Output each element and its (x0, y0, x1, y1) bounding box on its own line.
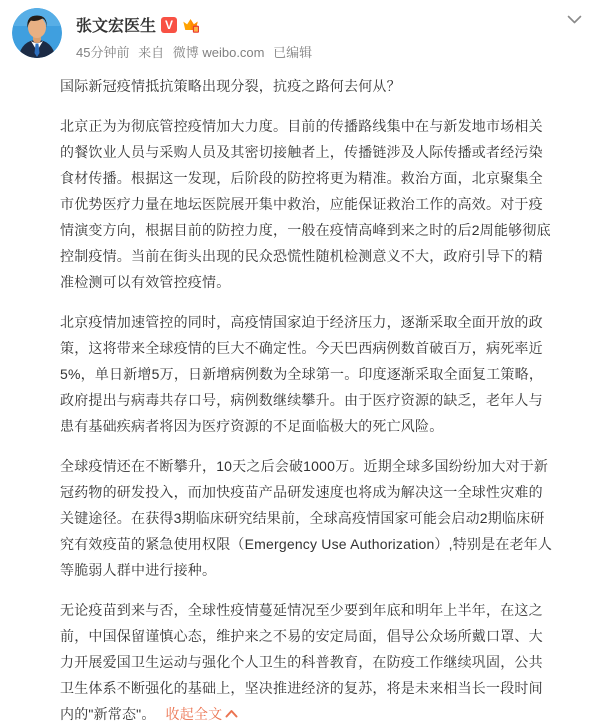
collapse-fulltext-label: 收起全文 (165, 706, 223, 722)
post-header (0, 0, 600, 61)
username[interactable]: 张文宏医生 (76, 18, 157, 35)
header-text (76, 8, 317, 61)
post-meta (76, 42, 317, 61)
post-title: 国际新冠疫情抵抗策略出现分裂，抗疫之路何去何从？ (60, 78, 401, 94)
post-paragraph: 全球疫情还在不断攀升，10天之后会破1000万。近期全球多国纷纷加大对于新冠药物的研发投入，而加快疫苗产品研发速度也将成为解决这一全球性灾难的关键途径。在获得3期临床研究结果前，全球高疫情国家可能会启动2期临床研究有效疫苗的紧急使用权限（Emergency Use Authorization）,特别是在老年人等脆弱人群中进行接种。 (60, 458, 553, 578)
verified-v-badge: V (161, 17, 177, 33)
post-content (60, 73, 556, 727)
post-paragraph: 北京疫情加速管控的同时，高疫情国家迫于经济压力，逐渐采取全面开放的政策，这将带来全球疫情的巨大不确定性。今天巴西病例数首破百万，病死率近5%，单日新增5万，日新增病例数为全球第一。印度逐渐采取全面复工策略，政府提出与病毒共存口号，病例数继续攀升。由于医疗资源的缺乏，老年人与患有基础疾病者将因为医疗资源的不足面临极大的死亡风险。 (60, 314, 544, 434)
chevron-up-icon (222, 706, 238, 722)
vip-crown-icon (182, 17, 199, 33)
collapse-post-button[interactable] (565, 10, 584, 29)
post-time[interactable]: 45分钟前 (76, 45, 130, 60)
edited-label: 已编辑 (273, 45, 313, 60)
collapse-fulltext-link[interactable] (166, 706, 239, 722)
source-link[interactable]: 微博 weibo.com (172, 45, 265, 60)
chevron-down-icon (567, 12, 582, 27)
name-row (76, 13, 317, 36)
avatar-portrait (12, 8, 62, 58)
source-prefix: 来自 (138, 45, 165, 60)
post-paragraph-text: 无论疫苗到来与否，全球性疫情蔓延情况至少要到年底和明年上半年，在这之前，中国保留谨慎心态，维护来之不易的安定局面，倡导公众场所戴口罩、大力开展爱国卫生运动与强化个人卫生的科普教育，在防疫工作继续巩固，公共卫生体系不断强化的基础上，坚决推进经济的复苏，将是未来相当长一段时间内的"新常态"。 (60, 602, 543, 722)
post-paragraph: 北京正为为彻底管控疫情加大力度。目前的传播路线集中在与新发地市场相关的餐饮业人员与采购人员及其密切接触者上，传播链涉及人际传播或者经污染食材传播。根据这一发现，后阶段的防控将更为精准。救治方面，北京聚集全市优势医疗力量在地坛医院展开集中救治，应能保证救治工作的高效。对于疫情演变方向，根据目前的防控力度，一般在疫情高峰到来之时的后2周能够彻底控制疫情。当前在街头出现的民众恐慌性随机检测意义不大，政府引导下的精准检测可以有效管控疫情。 (60, 118, 551, 290)
post-paragraph (60, 597, 556, 727)
avatar[interactable] (12, 8, 62, 58)
